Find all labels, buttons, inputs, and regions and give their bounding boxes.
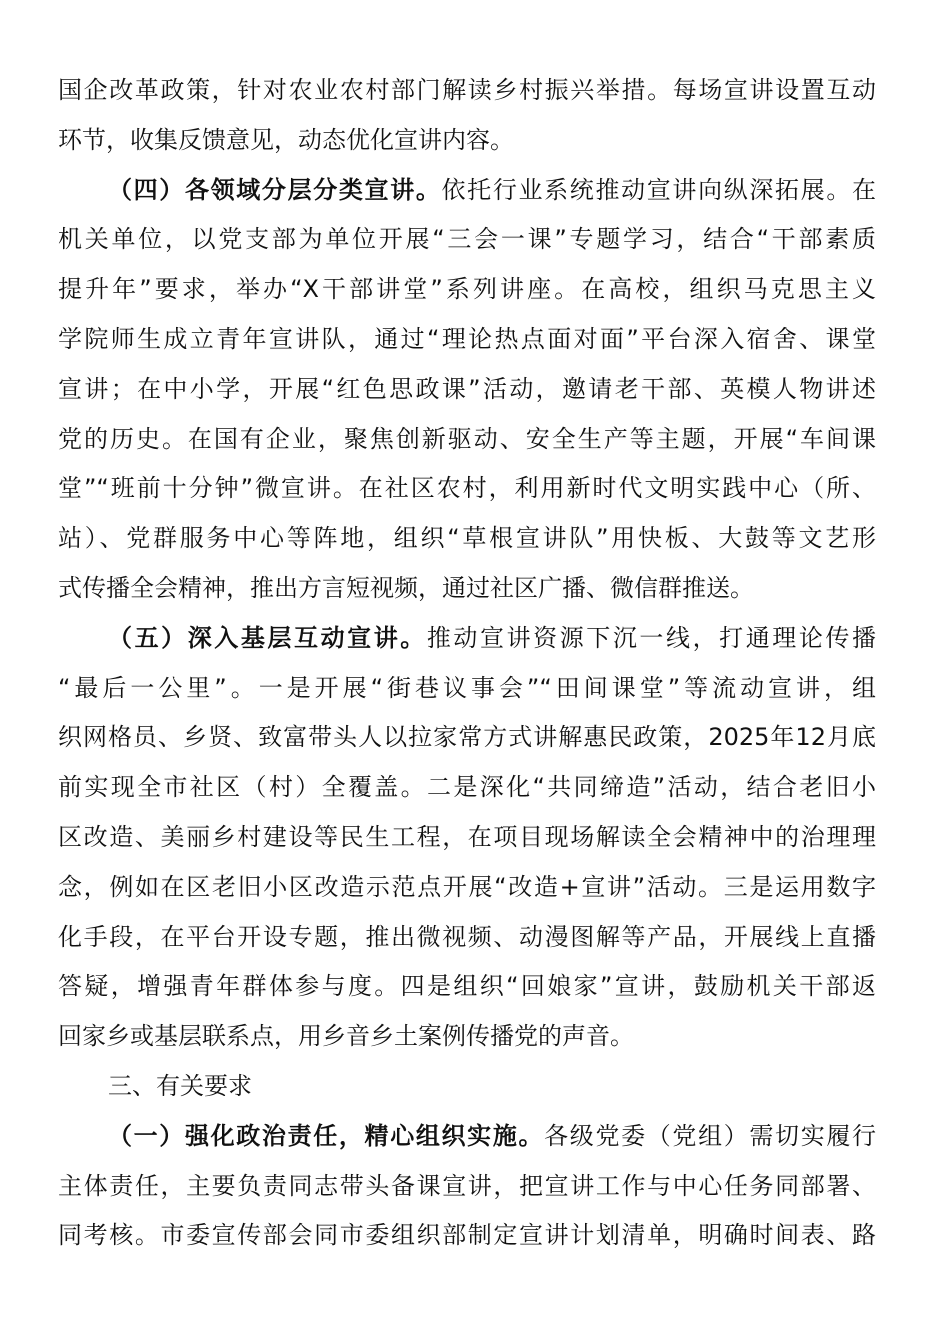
line-text: 织网格员、乡贤、致富带头人以拉家常方式讲解惠民政策，2025年12月底: [58, 723, 876, 752]
text-line: [58, 1062, 876, 1112]
text-line: [58, 1112, 876, 1162]
text-line: [58, 564, 876, 614]
line-text: 党的历史。在国有企业，聚焦创新驱动、安全生产等主题，开展“车间课: [58, 424, 876, 453]
line-text: 推动宣讲资源下沉一线，打通理论传播: [426, 623, 877, 652]
text-line: [58, 962, 876, 1012]
line-text: 区改造、美丽乡村建设等民生工程，在项目现场解读全会精神中的治理理: [58, 822, 876, 851]
line-text: 念，例如在区老旧小区改造示范点开展“改造+宣讲”活动。三是运用数字: [58, 872, 876, 901]
text-line: [58, 365, 876, 415]
text-line: [58, 1012, 876, 1062]
text-line: [58, 813, 876, 863]
paragraph-heading: （五）深入基层互动宣讲。: [108, 623, 427, 652]
paragraph-continued: [58, 66, 876, 166]
text-line: [58, 1211, 876, 1261]
line-text: 三、有关要求: [108, 1071, 252, 1100]
text-line: [58, 1162, 876, 1212]
line-text: 化手段，在平台开设专题，推出微视频、动漫图解等产品，开展线上直播: [58, 922, 876, 951]
paragraph-section-4: [58, 166, 876, 614]
line-text: “最后一公里”。一是开展“街巷议事会”“田间课堂”等流动宣讲，组: [58, 673, 876, 702]
line-text: 学院师生成立青年宣讲队，通过“理论热点面对面”平台深入宿舍、课堂: [58, 324, 876, 353]
paragraph-section-5: [58, 614, 876, 1062]
paragraph-heading: （一）强化政治责任，精心组织实施。: [108, 1121, 545, 1150]
line-text: 各级党委（党组）需切实履行: [544, 1121, 877, 1150]
line-text: 环节，收集反馈意见，动态优化宣讲内容。: [58, 125, 514, 154]
line-text: 机关单位，以党支部为单位开展“三会一课”专题学习，结合“干部素质: [58, 225, 876, 254]
line-text: 前实现全市社区（村）全覆盖。二是深化“共同缔造”活动，结合老旧小: [58, 773, 876, 802]
text-line: [58, 763, 876, 813]
paragraph-requirement-1: [58, 1112, 876, 1261]
text-line: [58, 215, 876, 265]
line-text: 式传播全会精神，推出方言短视频，通过社区广播、微信群推送。: [58, 573, 754, 602]
line-text: 答疑，增强青年群体参与度。四是组织“回娘家”宣讲，鼓励机关干部返: [58, 972, 876, 1001]
line-text: 依托行业系统推动宣讲向纵深拓展。在: [441, 175, 877, 204]
text-line: [58, 514, 876, 564]
section-heading-3: [58, 1062, 876, 1112]
text-line: [58, 863, 876, 913]
line-text: 提升年”要求，举办“X干部讲堂”系列讲座。在高校，组织马克思主义: [58, 275, 876, 304]
line-text: 同考核。市委宣传部会同市委组织部制定宣讲计划清单，明确时间表、路: [58, 1221, 876, 1250]
line-text: 回家乡或基层联系点，用乡音乡土案例传播党的声音。: [58, 1022, 634, 1051]
paragraph-heading: （四）各领域分层分类宣讲。: [108, 175, 442, 204]
document-page: [58, 66, 876, 1261]
text-line: [58, 66, 876, 116]
text-line: [58, 315, 876, 365]
line-text: 宣讲；在中小学，开展“红色思政课”活动，邀请老干部、英模人物讲述: [58, 374, 876, 403]
text-line: [58, 664, 876, 714]
text-line: [58, 116, 876, 166]
text-line: [58, 713, 876, 763]
text-line: [58, 415, 876, 465]
text-line: [58, 913, 876, 963]
text-line: [58, 464, 876, 514]
line-text: 堂”“班前十分钟”微宣讲。在社区农村，利用新时代文明实践中心（所、: [58, 474, 876, 503]
line-text: 站）、党群服务中心等阵地，组织“草根宣讲队”用快板、大鼓等文艺形: [58, 524, 876, 553]
line-text: 主体责任，主要负责同志带头备课宣讲，把宣讲工作与中心任务同部署、: [58, 1171, 876, 1200]
line-text: 国企改革政策，针对农业农村部门解读乡村振兴举措。每场宣讲设置互动: [58, 76, 876, 104]
text-line: [58, 166, 876, 216]
text-line: [58, 265, 876, 315]
text-line: [58, 614, 876, 664]
